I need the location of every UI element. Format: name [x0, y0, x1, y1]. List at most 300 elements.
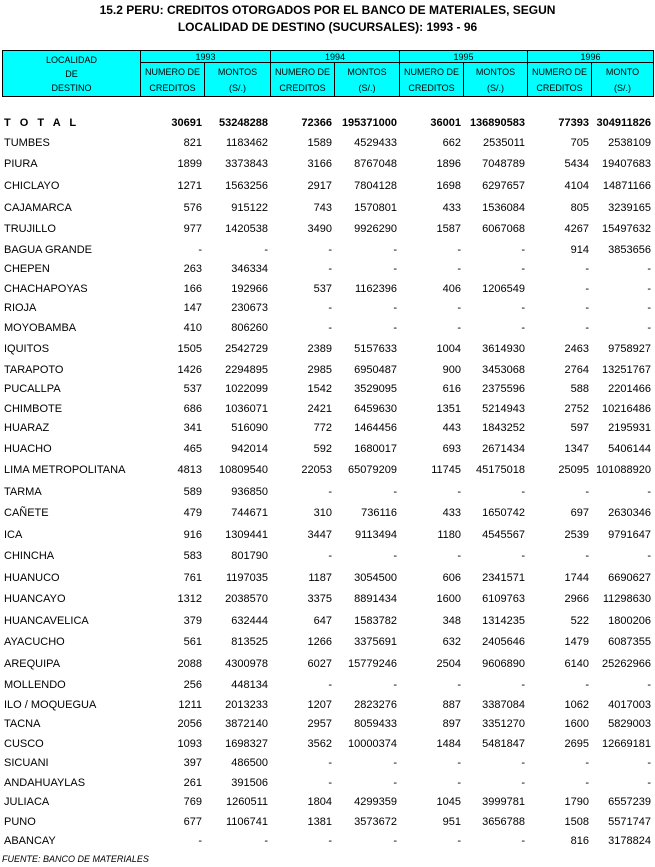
table-cell: - [647, 776, 651, 789]
table-cell: 6109763 [482, 593, 525, 606]
header-location: LOCALIDAD DE DESTINO [3, 51, 141, 97]
table-cell: 1896 [436, 158, 461, 171]
table-cell: 486500 [231, 757, 268, 770]
table-cell: 8767048 [354, 158, 397, 171]
table-cell: - [647, 321, 651, 334]
table-cell: 915122 [231, 201, 268, 214]
table-cell: 592 [313, 442, 332, 455]
table-cell: 914 [570, 243, 589, 256]
row-label: MOLLENDO [4, 678, 66, 691]
table-cell: 537 [313, 282, 332, 295]
table-cell: 632 [442, 636, 461, 649]
table-row [2, 832, 653, 852]
table-row [2, 524, 653, 546]
table-cell: - [328, 321, 332, 334]
table-cell: - [328, 263, 332, 276]
table-cell: 2038570 [225, 593, 268, 606]
table-cell: 1207 [307, 698, 332, 711]
table-cell: 14871166 [602, 180, 651, 193]
table-cell: 744671 [231, 507, 268, 520]
header-credits-1996: NUMERO DE CREDITOS [528, 63, 592, 97]
table-cell: 2463 [564, 342, 589, 355]
row-label: CAJAMARCA [4, 201, 72, 214]
table-cell: 2294895 [225, 363, 268, 376]
table-cell: 1162396 [354, 282, 397, 295]
table-row [2, 675, 653, 696]
table-cell: 3562 [307, 737, 332, 750]
table-cell: - [328, 302, 332, 315]
table-cell: - [647, 282, 651, 295]
table-cell: - [457, 321, 461, 334]
table-cell: - [457, 302, 461, 315]
table-cell: 4017003 [608, 698, 651, 711]
table-cell: 1309441 [225, 528, 268, 541]
table-cell: 743 [313, 201, 332, 214]
table-row [2, 460, 653, 482]
table-cell: 2341571 [482, 571, 525, 584]
table-cell: 1804 [307, 796, 332, 809]
table-cell: - [264, 243, 268, 256]
table-cell: 19407683 [602, 158, 651, 171]
table-cell: - [585, 282, 589, 295]
table-cell: 3490 [307, 223, 332, 236]
table-cell: 1022099 [225, 383, 268, 396]
row-label: LIMA METROPOLITANA [4, 464, 126, 477]
table-cell: 3373843 [225, 158, 268, 171]
table-cell: 806260 [231, 321, 268, 334]
table-cell: 1570801 [354, 201, 397, 214]
table-cell: 576 [183, 201, 202, 214]
table-cell: 772 [313, 422, 332, 435]
table-cell: - [585, 757, 589, 770]
header-year-1993: 1993 [141, 51, 271, 63]
table-cell: 6140 [564, 657, 589, 670]
table-cell: 2764 [564, 363, 589, 376]
table-row [2, 632, 653, 654]
table-cell: 1266 [307, 636, 332, 649]
table-cell: 7804128 [354, 180, 397, 193]
table-cell: 2421 [307, 402, 332, 415]
table-cell: 479 [183, 507, 202, 520]
table-cell: - [457, 776, 461, 789]
table-cell: 6690627 [608, 571, 651, 584]
table-cell: - [521, 550, 525, 563]
row-label: CHICLAYO [4, 180, 60, 193]
table-cell: 1093 [177, 737, 202, 750]
table-row [2, 318, 653, 338]
table-cell: 900 [442, 363, 461, 376]
table-cell: 1381 [307, 815, 332, 828]
row-label: ICA [4, 528, 23, 541]
table-cell: 348 [442, 614, 461, 627]
table-row [2, 419, 653, 439]
row-label: TUMBES [4, 137, 50, 150]
table-cell: - [521, 263, 525, 276]
data-table [2, 98, 653, 851]
table-cell: - [457, 243, 461, 256]
row-label: JULIACA [4, 796, 50, 809]
table-cell: 4300978 [225, 657, 268, 670]
table-cell: - [393, 485, 397, 498]
table-cell: - [328, 485, 332, 498]
row-label: ANDAHUAYLAS [4, 776, 86, 789]
row-label: T O T A L [4, 117, 80, 130]
table-cell: 1347 [564, 442, 589, 455]
table-cell: 761 [183, 571, 202, 584]
table-cell: 1600 [564, 718, 589, 731]
table-row [2, 197, 653, 219]
table-cell: 769 [183, 796, 202, 809]
table-cell: 9113494 [354, 528, 397, 541]
table-row [2, 240, 653, 260]
table-cell: 465 [183, 442, 202, 455]
row-label: CHINCHA [4, 550, 55, 563]
table-cell: 2985 [307, 363, 332, 376]
table-cell: 588 [570, 383, 589, 396]
header-credits-1993: NUMERO DE CREDITOS [141, 63, 205, 97]
header-year-1994: 1994 [271, 51, 400, 63]
row-label: PIURA [4, 158, 38, 171]
table-cell: 195371000 [341, 117, 397, 130]
table-row [2, 546, 653, 568]
table-cell: 166 [183, 282, 202, 295]
table-cell: 705 [570, 137, 589, 150]
table-cell: 2538109 [608, 137, 651, 150]
table-cell: 5571747 [608, 815, 651, 828]
table-cell: 5157633 [354, 342, 397, 355]
table-cell: 616 [442, 383, 461, 396]
table-cell: 230673 [231, 302, 268, 315]
table-cell: 2966 [564, 593, 589, 606]
source-note: FUENTE: BANCO DE MATERIALES [2, 854, 149, 864]
table-cell: - [393, 321, 397, 334]
table-cell: 310 [313, 507, 332, 520]
table-cell: 2752 [564, 402, 589, 415]
table-cell: 1062 [564, 698, 589, 711]
table-cell: - [328, 835, 332, 848]
row-label: ILO / MOQUEGUA [4, 698, 97, 711]
table-cell: - [457, 835, 461, 848]
table-cell: 1312 [177, 593, 202, 606]
column-header [2, 50, 654, 97]
table-cell: 1583782 [354, 614, 397, 627]
table-cell: 13251767 [602, 363, 651, 376]
table-row [2, 380, 653, 400]
row-label: PUCALLPA [4, 383, 61, 396]
table-row [2, 754, 653, 774]
table-cell: 379 [183, 614, 202, 627]
table-cell: 606 [442, 571, 461, 584]
table-cell: 53248288 [219, 117, 268, 130]
table-cell: 662 [442, 137, 461, 150]
table-cell: 72366 [301, 117, 332, 130]
table-cell: - [585, 321, 589, 334]
header-amount-1996: MONTO (S/.) [592, 63, 654, 97]
table-row [2, 360, 653, 380]
row-label: ABANCAY [4, 835, 56, 848]
table-cell: 942014 [231, 442, 268, 455]
table-cell: 2195931 [608, 422, 651, 435]
header-amounts-1994: MONTOS (S/.) [335, 63, 400, 97]
row-label: TARAPOTO [4, 363, 64, 376]
table-cell: 1045 [436, 796, 461, 809]
table-cell: 11298630 [602, 593, 651, 606]
table-row [2, 589, 653, 611]
table-cell: 887 [442, 698, 461, 711]
table-cell: 3239165 [608, 201, 651, 214]
table-cell: 9606890 [482, 657, 525, 670]
row-label: CUSCO [4, 737, 44, 750]
table-cell: - [328, 243, 332, 256]
table-cell: 3178824 [608, 835, 651, 848]
table-cell: - [393, 243, 397, 256]
table-cell: 6459630 [354, 402, 397, 415]
table-row [2, 299, 653, 319]
table-cell: 537 [183, 383, 202, 396]
table-cell: 3529095 [354, 383, 397, 396]
table-cell: 9758927 [608, 342, 651, 355]
row-label: TACNA [4, 718, 41, 731]
table-cell: 1197035 [225, 571, 268, 584]
table-row [2, 219, 653, 241]
table-cell: 4813 [177, 464, 202, 477]
table-cell: 406 [442, 282, 461, 295]
table-cell: 391506 [231, 776, 268, 789]
table-cell: 77393 [558, 117, 589, 130]
table-cell: 448134 [231, 678, 268, 691]
table-cell: 897 [442, 718, 461, 731]
table-cell: 10000374 [348, 737, 397, 750]
table-cell: 12669181 [602, 737, 651, 750]
table-cell: 2917 [307, 180, 332, 193]
table-cell: - [198, 243, 202, 256]
table-cell: - [585, 550, 589, 563]
table-cell: - [393, 678, 397, 691]
header-credits-1994: NUMERO DE CREDITOS [271, 63, 335, 97]
table-cell: 8891434 [354, 593, 397, 606]
table-cell: 2957 [307, 718, 332, 731]
row-label: HUANUCO [4, 571, 60, 584]
table-cell: 1505 [177, 342, 202, 355]
table-cell: - [521, 776, 525, 789]
table-cell: 1587 [436, 223, 461, 236]
table-cell: - [328, 757, 332, 770]
table-cell: 801790 [231, 550, 268, 563]
table-cell: 25262966 [602, 657, 651, 670]
table-cell: 693 [442, 442, 461, 455]
table-cell: 65079209 [348, 464, 397, 477]
table-row [2, 399, 653, 419]
table-cell: 4267 [564, 223, 589, 236]
table-cell: 2013233 [225, 698, 268, 711]
table-cell: 2088 [177, 657, 202, 670]
table-cell: 2375596 [482, 383, 525, 396]
table-cell: - [521, 757, 525, 770]
table-row [2, 134, 653, 154]
row-label: BAGUA GRANDE [4, 243, 93, 256]
table-cell: 261 [183, 776, 202, 789]
table-cell: 1542 [307, 383, 332, 396]
table-cell: - [647, 757, 651, 770]
table-cell: 1314235 [482, 614, 525, 627]
table-cell: 433 [442, 507, 461, 520]
table-cell: 1899 [177, 158, 202, 171]
table-cell: - [393, 263, 397, 276]
row-label: SICUANI [4, 757, 49, 770]
table-cell: 2671434 [482, 442, 525, 455]
table-cell: 9926290 [354, 223, 397, 236]
table-cell: - [585, 263, 589, 276]
table-cell: 3656788 [482, 815, 525, 828]
table-row [2, 338, 653, 361]
table-row [2, 793, 653, 813]
table-cell: 22053 [301, 464, 332, 477]
table-cell: 346334 [231, 263, 268, 276]
table-cell: 263 [183, 263, 202, 276]
table-cell: - [521, 321, 525, 334]
table-row [2, 734, 653, 754]
table-cell: 3447 [307, 528, 332, 541]
table-cell: 736116 [361, 507, 397, 520]
table-cell: 632444 [231, 614, 268, 627]
table-row [2, 279, 653, 299]
table-cell: - [457, 485, 461, 498]
table-cell: 397 [183, 757, 202, 770]
table-cell: 1183462 [225, 137, 268, 150]
table-cell: 951 [442, 815, 461, 828]
table-cell: 410 [183, 321, 202, 334]
table-row [2, 153, 653, 176]
table-cell: 3351270 [482, 718, 525, 731]
table-cell: 1484 [436, 737, 461, 750]
table-cell: 3375 [307, 593, 332, 606]
header-year-1995: 1995 [400, 51, 528, 63]
table-cell: 9791647 [608, 528, 651, 541]
table-title-line-1: 15.2 PERU: CREDITOS OTORGADOS POR EL BANCO DE MATERIALES, SEGUN [99, 3, 556, 17]
table-cell: 1800206 [608, 614, 651, 627]
table-cell: 3614930 [482, 342, 525, 355]
row-label: IQUITOS [4, 342, 50, 355]
table-cell: 2823276 [354, 698, 397, 711]
table-cell: 4299359 [354, 796, 397, 809]
table-cell: - [521, 485, 525, 498]
table-cell: - [647, 302, 651, 315]
table-cell: 3054500 [354, 571, 397, 584]
table-cell: 1464456 [354, 422, 397, 435]
table-cell: 1536084 [482, 201, 525, 214]
table-cell: 6067068 [482, 223, 525, 236]
table-cell: - [585, 302, 589, 315]
table-cell: 136890583 [469, 117, 525, 130]
table-cell: 2535011 [482, 137, 525, 150]
table-cell: 1698 [436, 180, 461, 193]
table-cell: 522 [570, 614, 589, 627]
table-cell: 1650742 [482, 507, 525, 520]
table-cell: 2539 [564, 528, 589, 541]
table-cell: - [521, 243, 525, 256]
header-amounts-1993: MONTOS (S/.) [205, 63, 271, 97]
table-cell: 816 [570, 835, 589, 848]
table-cell: 101088920 [595, 464, 651, 477]
table-cell: 1036071 [225, 402, 268, 415]
table-cell: 30691 [171, 117, 202, 130]
table-cell: 1589 [307, 137, 332, 150]
table-cell: 647 [313, 614, 332, 627]
table-cell: - [585, 485, 589, 498]
table-cell: - [457, 757, 461, 770]
table-cell: 3853656 [608, 243, 651, 256]
total-row [2, 113, 653, 134]
table-cell: 3573672 [354, 815, 397, 828]
row-label: RIOJA [4, 302, 37, 315]
table-cell: - [457, 678, 461, 691]
table-row [2, 812, 653, 832]
table-cell: 5406144 [608, 442, 651, 455]
table-cell: 6087355 [608, 636, 651, 649]
row-label: CAÑETE [4, 507, 49, 520]
table-cell: 1479 [564, 636, 589, 649]
table-cell: 3999781 [482, 796, 525, 809]
table-cell: - [521, 835, 525, 848]
table-cell: - [328, 678, 332, 691]
table-cell: 5481847 [482, 737, 525, 750]
table-cell: 15779246 [348, 657, 397, 670]
table-row [2, 481, 653, 503]
table-cell: - [328, 550, 332, 563]
spacer-row [2, 98, 653, 113]
row-label: CHIMBOTE [4, 402, 63, 415]
table-cell: 1004 [436, 342, 461, 355]
table-cell: 1351 [436, 402, 461, 415]
table-cell: - [393, 757, 397, 770]
table-cell: 6950487 [354, 363, 397, 376]
table-cell: - [585, 776, 589, 789]
table-row [2, 610, 653, 632]
row-label: TARMA [4, 485, 42, 498]
table-cell: 3387084 [482, 698, 525, 711]
table-cell: 4545567 [482, 528, 525, 541]
table-cell: 589 [183, 485, 202, 498]
table-cell: 4104 [564, 180, 589, 193]
table-cell: - [393, 550, 397, 563]
table-cell: 304911826 [596, 117, 651, 130]
table-cell: 1563256 [225, 180, 268, 193]
table-cell: 443 [442, 422, 461, 435]
row-label: PUNO [4, 815, 36, 828]
table-cell: 805 [570, 201, 589, 214]
table-cell: 821 [183, 137, 202, 150]
table-cell: 36001 [430, 117, 461, 130]
row-label: TRUJILLO [4, 223, 56, 236]
row-label: HUACHO [4, 442, 52, 455]
table-cell: 1790 [564, 796, 589, 809]
table-cell: 686 [183, 402, 202, 415]
table-cell: - [647, 485, 651, 498]
row-label: AYACUCHO [4, 636, 65, 649]
table-cell: 2504 [436, 657, 461, 670]
header-credits-1995: NUMERO DE CREDITOS [400, 63, 464, 97]
table-cell: - [393, 776, 397, 789]
table-cell: - [647, 263, 651, 276]
table-cell: 1843252 [482, 422, 525, 435]
table-cell: 697 [570, 507, 589, 520]
table-cell: 8059433 [354, 718, 397, 731]
table-cell: 2542729 [225, 342, 268, 355]
table-row [2, 503, 653, 525]
table-cell: 936850 [231, 485, 268, 498]
table-cell: 977 [183, 223, 202, 236]
table-cell: - [457, 550, 461, 563]
